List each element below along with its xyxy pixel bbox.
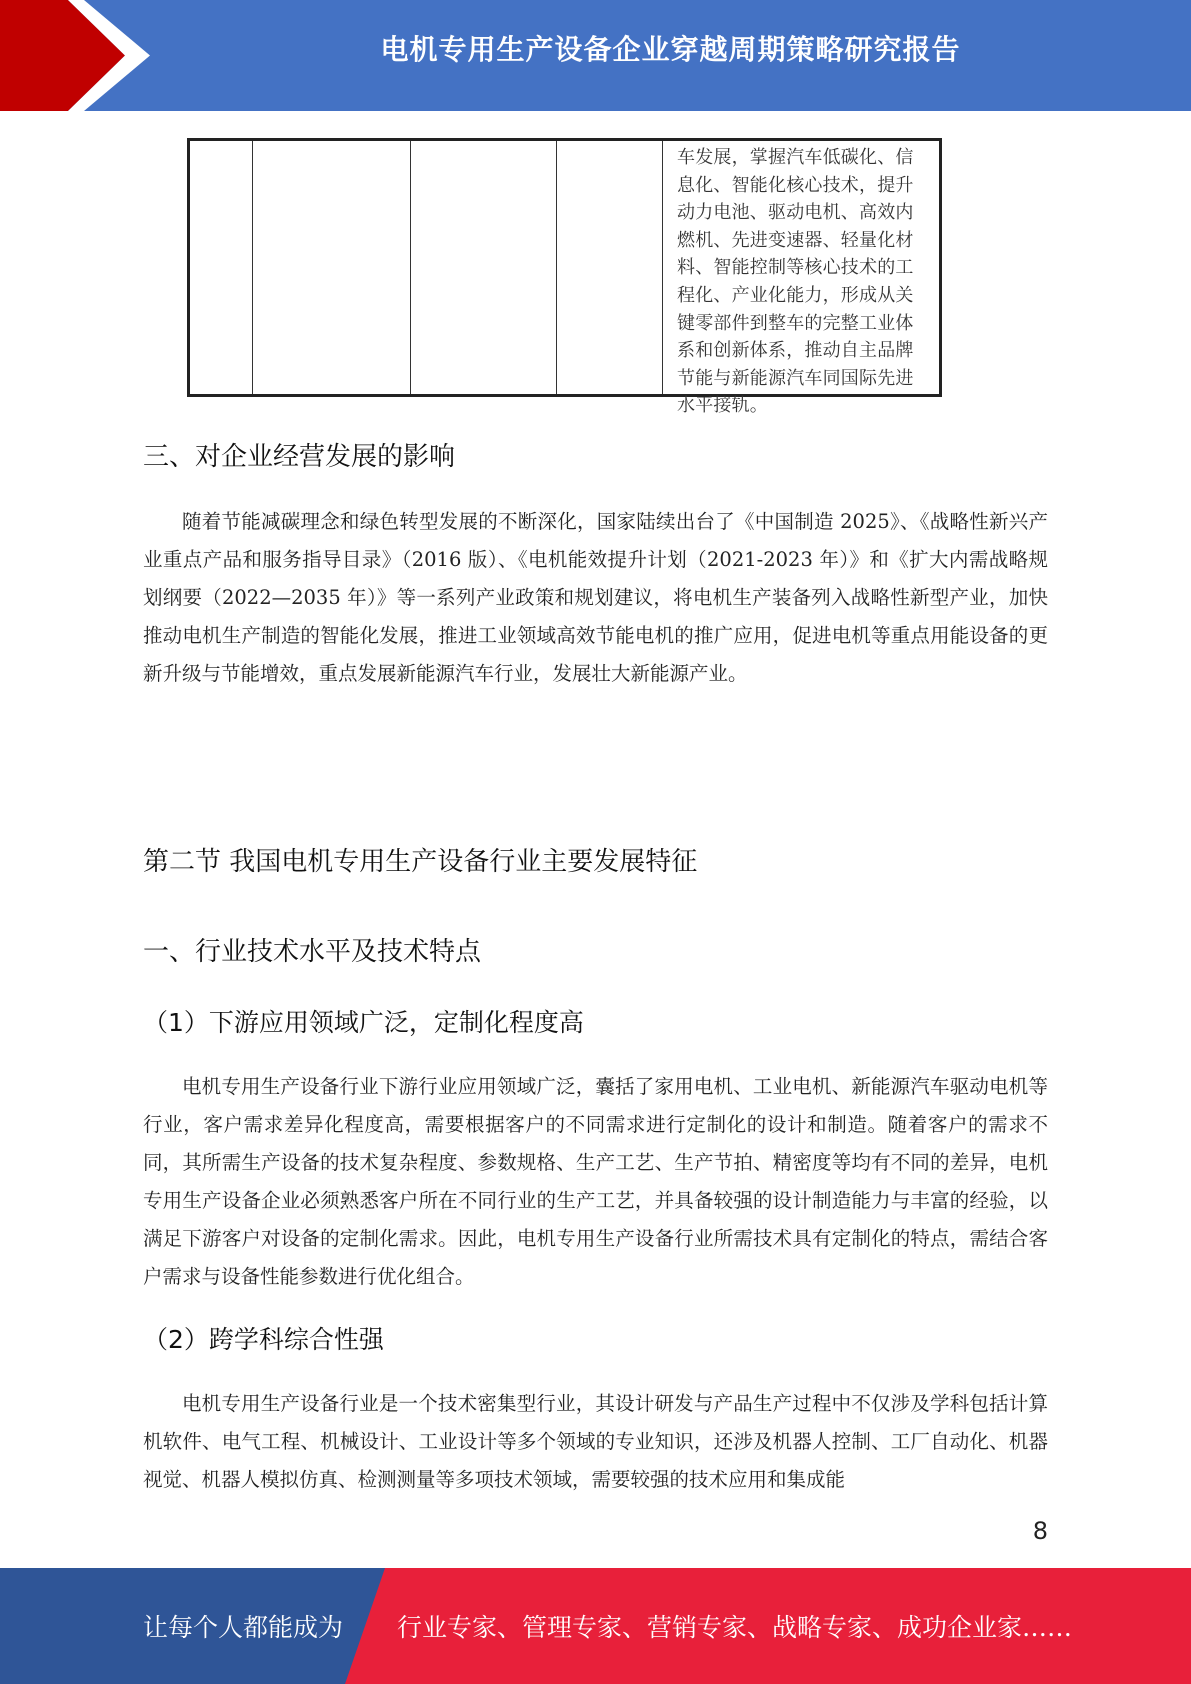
- table-divider: [556, 141, 557, 394]
- footer-slogan-right: 行业专家、管理专家、营销专家、战略专家、成功企业家……: [397, 1613, 1073, 1642]
- subsection-heading-tech: 一、行业技术水平及技术特点: [143, 937, 482, 967]
- table-divider: [252, 141, 253, 394]
- header-title: 电机专用生产设备企业穿越周期策略研究报告: [380, 33, 961, 66]
- page-footer: [0, 1568, 1191, 1684]
- table-cell-text: 车发展，掌握汽车低碳化、信息化、智能化核心技术，提升动力电池、驱动电机、高效内燃机、先进变速器、轻量化材料、智能控制等核心技术的工程化、产业化能力，形成从关键零部件到整车的完整工业体系和创新体系，推动自主品牌节能与新能源汽车同国际先进水平接轨。: [677, 147, 914, 417]
- table-divider: [410, 141, 411, 394]
- policy-table-fragment: [187, 138, 942, 417]
- section-heading-node2: 第二节 我国电机专用生产设备行业主要发展特征: [143, 847, 698, 877]
- footer-slogan-left: 让每个人都能成为: [143, 1613, 344, 1642]
- page-header: [0, 0, 1191, 111]
- paragraph-impact: 随着节能减碳理念和绿色转型发展的不断深化，国家陆续出台了《中国制造 2025》、《战略性新兴产业重点产品和服务指导目录》（2016 版）、《电机能效提升计划（2021-2023 年）》和《扩大内需战略规划纲要（2022—2035 年）》等一系列产业政策和规划建议，将电机生产装备列入战略性新型产业，加快推动电机生产制造的智能化发展，推进工业领域高效节能电机的推广应用，促进电机等重点用能设备的更新升级与节能增效，重点发展新能源汽车行业，发展壮大新能源产业。: [143, 510, 1048, 685]
- point-heading-2: （2）跨学科综合性强: [143, 1325, 384, 1354]
- point-heading-1: （1）下游应用领域广泛，定制化程度高: [143, 1008, 584, 1037]
- paragraph-point-2: 电机专用生产设备行业是一个技术密集型行业，其设计研发与产品生产过程中不仅涉及学科包括计算机软件、电气工程、机械设计、工业设计等多个领域的专业知识，还涉及机器人控制、工厂自动化、机器视觉、机器人模拟仿真、检测测量等多项技术领域，需要较强的技术应用和集成能: [143, 1392, 1048, 1491]
- paragraph-point-1: 电机专用生产设备行业下游行业应用领域广泛，囊括了家用电机、工业电机、新能源汽车驱动电机等行业，客户需求差异化程度高，需要根据客户的不同需求进行定制化的设计和制造。随着客户的需求不同，其所需生产设备的技术复杂程度、参数规格、生产工艺、生产节拍、精密度等均有不同的差异，电机专用生产设备企业必须熟悉客户所在不同行业的生产工艺，并具备较强的设计制造能力与丰富的经验，以满足下游客户对设备的定制化需求。因此，电机专用生产设备行业所需技术具有定制化的特点，需结合客户需求与设备性能参数进行优化组合。: [143, 1075, 1048, 1288]
- page-number: 8: [1032, 1517, 1048, 1545]
- table-divider: [662, 141, 663, 394]
- section-heading-impact: 三、对企业经营发展的影响: [143, 442, 456, 472]
- header-arrow-icon: [0, 0, 160, 111]
